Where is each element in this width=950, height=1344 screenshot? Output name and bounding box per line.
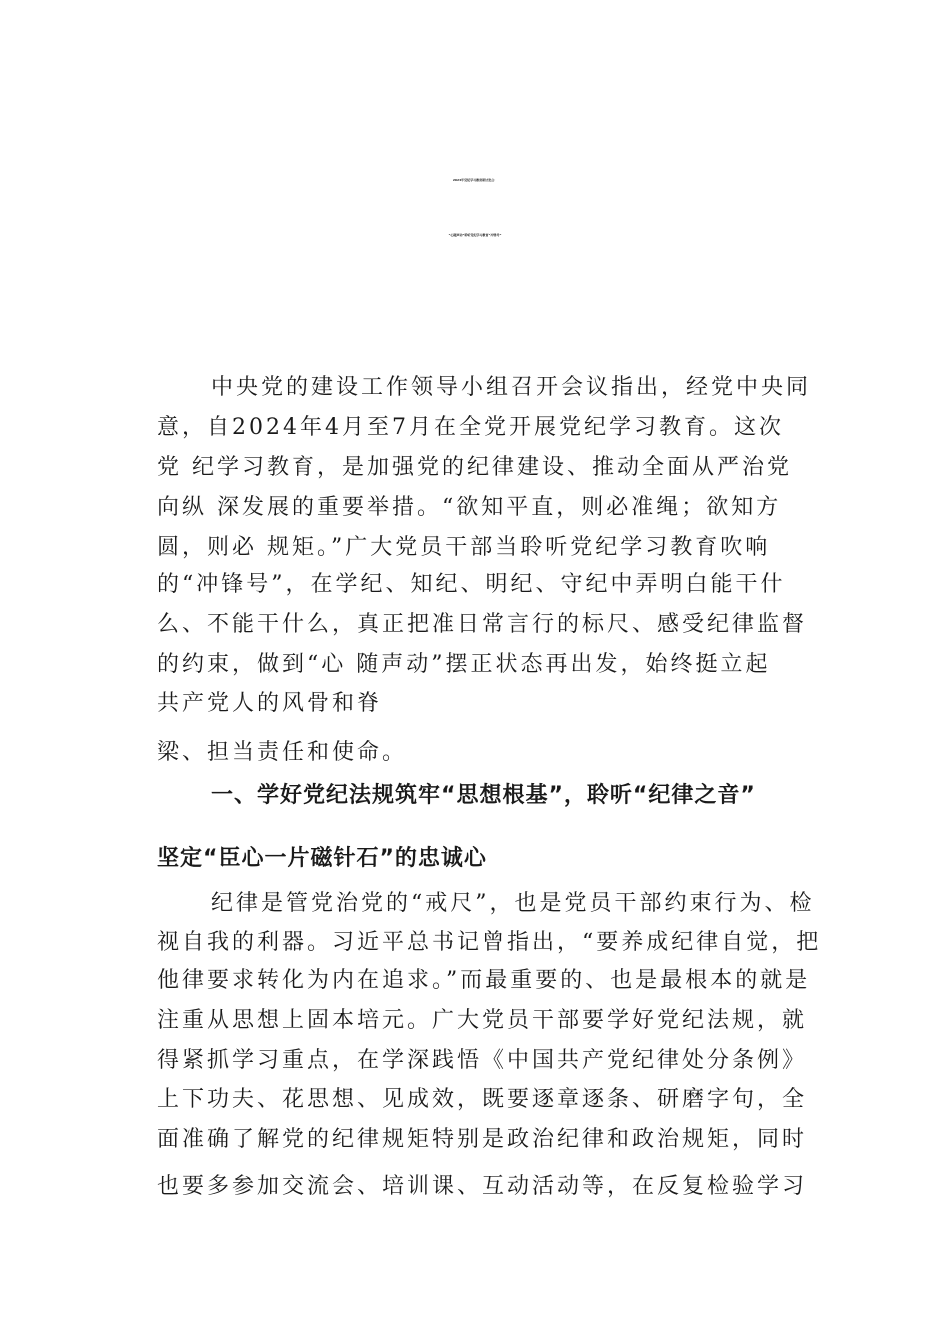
body-line-6: 上下功夫、花思想、见成效，既要逐章逐条、研磨字句，全	[157, 1087, 808, 1112]
intro-line-1: 中央党的建设工作领导小组召开会议指出，经党中央同	[211, 375, 812, 400]
intro-line-10: 梁、担当责任和使命。	[157, 740, 408, 765]
title-line-1: 2024年党纪学习教育研讨发言：	[452, 178, 498, 182]
intro-line-7: 么、不能干什么，真正把准日常言行的标尺、感受纪律监督	[157, 612, 808, 637]
section-heading-line-2: 坚定“臣心一片磁针石”的忠诚心	[157, 846, 487, 871]
body-line-3: 他律要求转化为内在追求。”而最重要的、也是最根本的就是	[157, 968, 811, 993]
body-line-8: 也要多参加交流会、培训课、互动活动等，在反复检验学习	[157, 1174, 808, 1199]
body-line-2: 视自我的利器。习近平总书记曾指出，“要养成纪律自觉，把	[157, 930, 822, 955]
intro-line-4: 向纵 深发展的重要举措。“欲知平直，则必准绳；欲知方	[157, 495, 782, 520]
intro-line-3: 党 纪学习教育，是加强党的纪律建设、推动全面从严治党	[157, 455, 792, 480]
section-heading-line-1: 一、学好党纪法规筑牢“思想根基”，聆听“纪律之音”	[211, 783, 756, 808]
intro-line-5: 圆，则必 规矩。”广大党员干部当聆听党纪学习教育吹响	[157, 535, 771, 560]
intro-line-8: 的约束，做到“心 随声动”摆正状态再出发，始终挺立起	[157, 652, 771, 677]
title-line-2: “心随声动”聆听党纪学习教育“冲锋号”	[448, 233, 502, 237]
intro-line-2: 意，自2024年4月至7月在全党开展党纪学习教育。这次	[157, 415, 784, 440]
intro-line-9: 共产党人的风骨和脊	[157, 691, 383, 716]
body-line-4: 注重从思想上固本培元。广大党员干部要学好党纪法规，就	[157, 1008, 808, 1033]
body-line-7: 面准确了解党的纪律规矩特别是政治纪律和政治规矩，同时	[157, 1127, 808, 1152]
body-line-1: 纪律是管党治党的“戒尺”，也是党员干部约束行为、检	[211, 891, 815, 916]
body-line-5: 得紧抓学习重点，在学深践悟《中国共产党纪律处分条例》	[157, 1048, 808, 1073]
intro-line-6: 的“冲锋号”，在学纪、知纪、明纪、守纪中弄明白能干什	[157, 572, 786, 597]
